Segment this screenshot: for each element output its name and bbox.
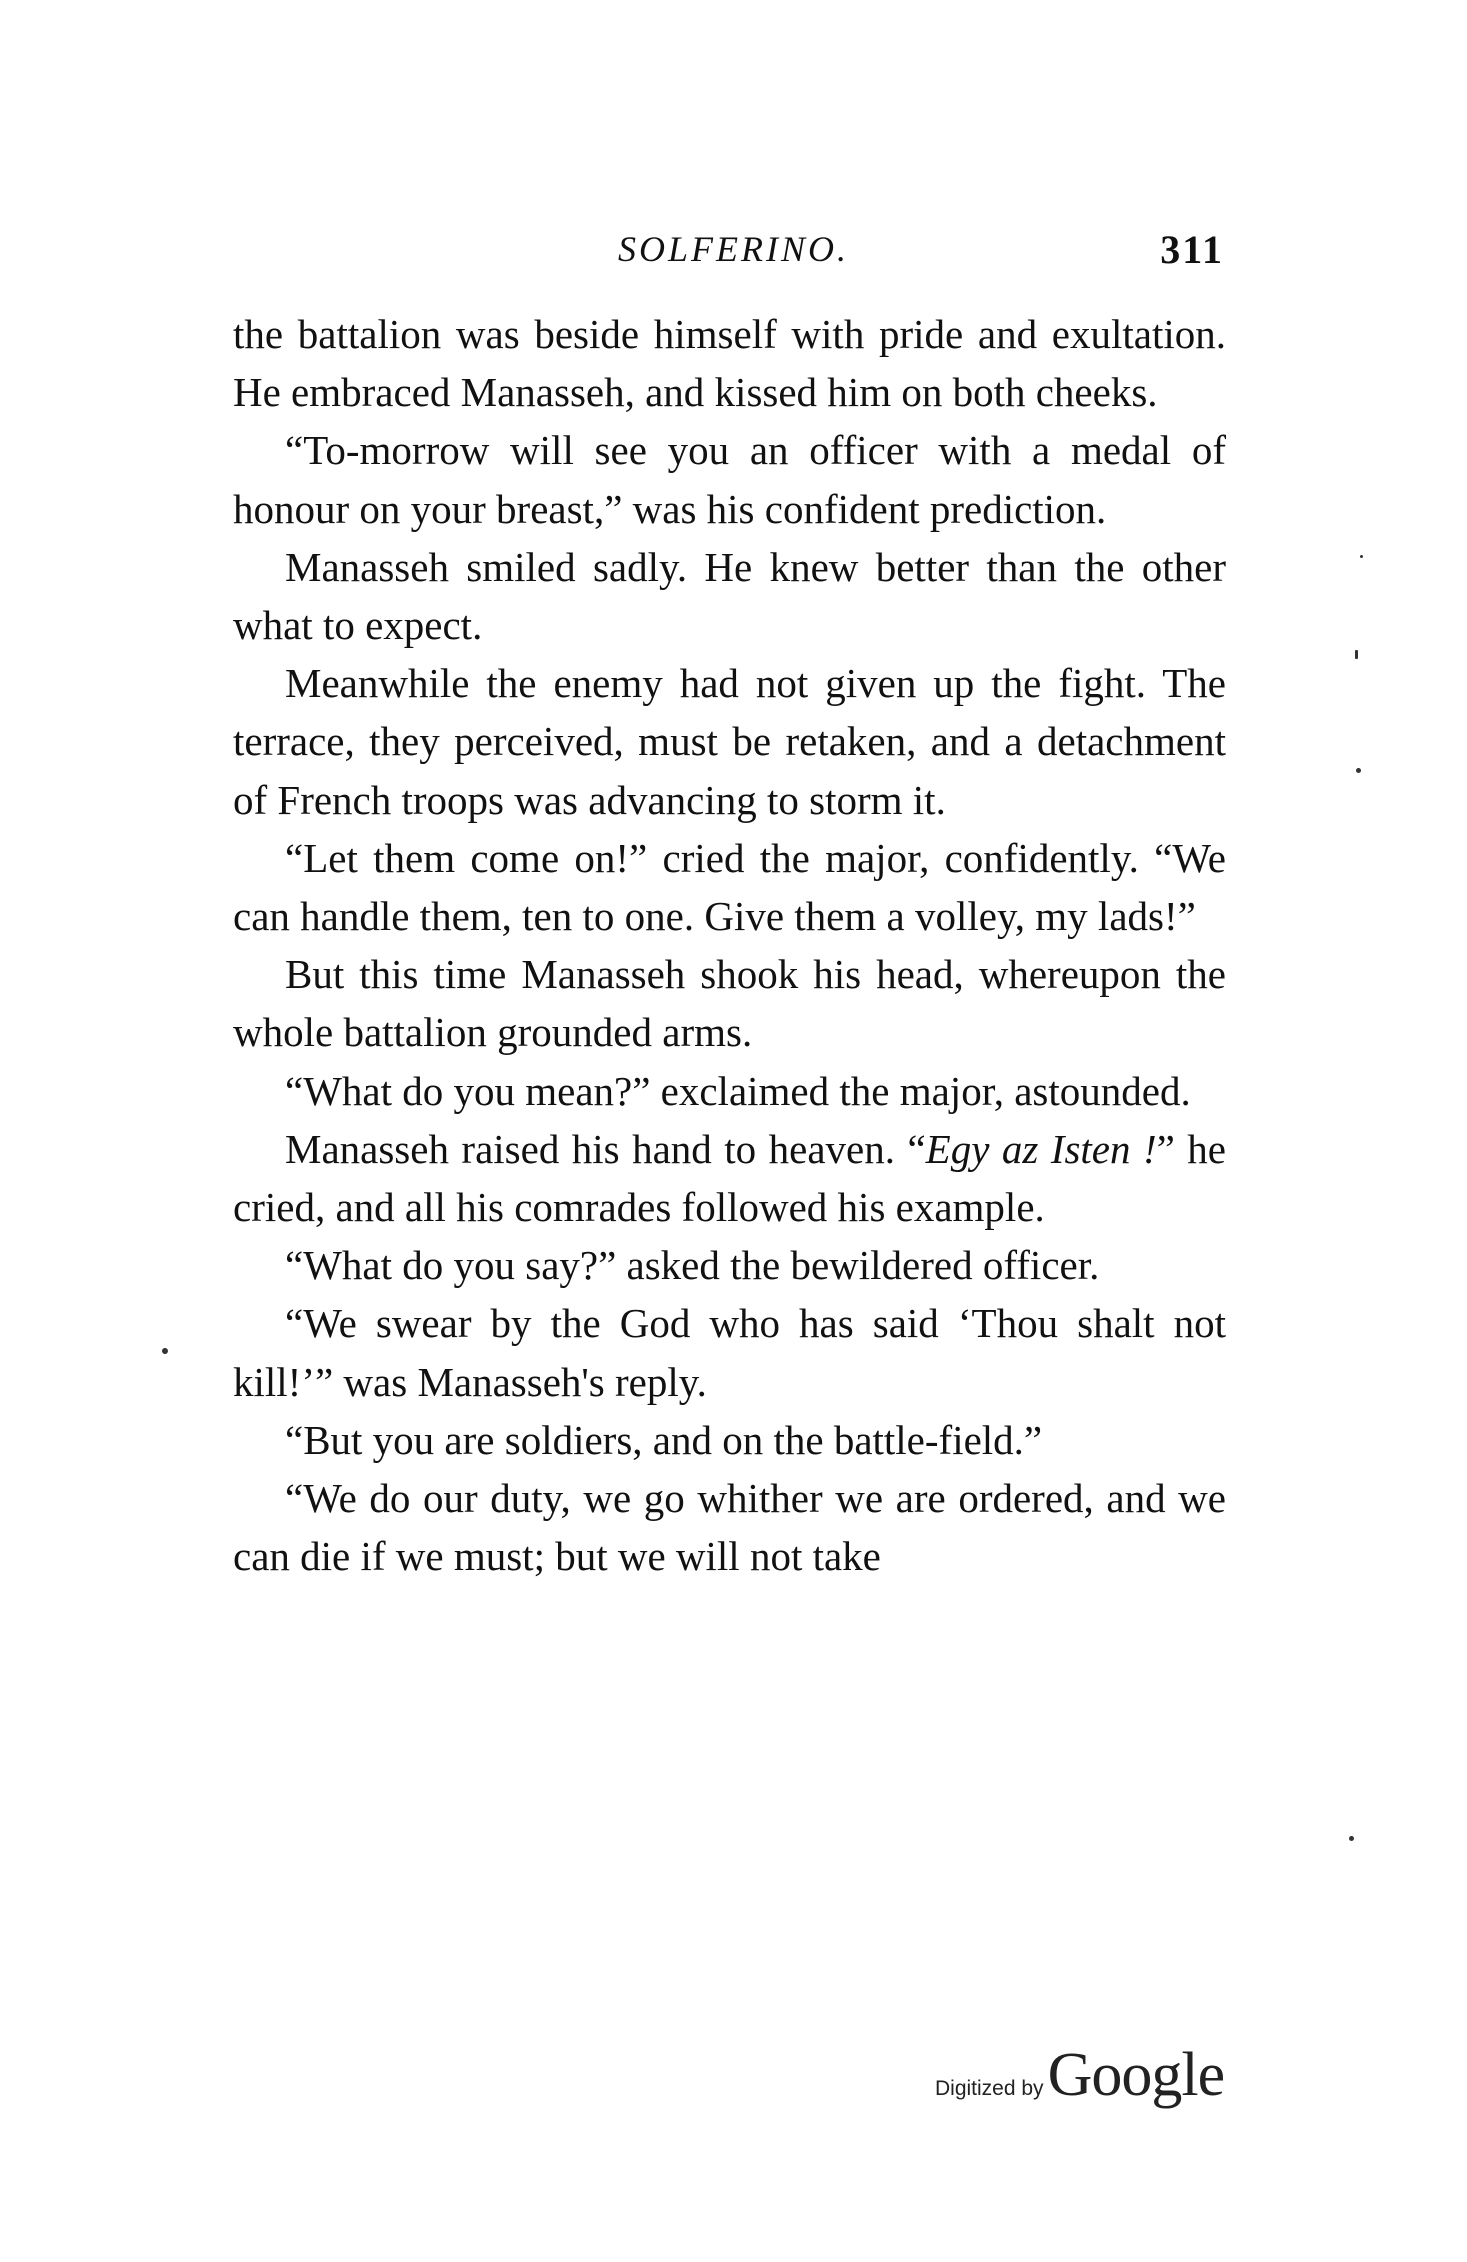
scan-speck [1355, 650, 1358, 659]
italic-phrase: Egy az Isten ! [925, 1125, 1157, 1172]
scan-speck [161, 1347, 169, 1355]
body-paragraph: Meanwhile the enemy had not given up the fight. The terrace, they perceived, must be retaken, and a detachment of French troops was advancing to storm it. [233, 660, 1226, 823]
body-paragraph: But this time Manasseh shook his head, whereupon the whole battalion grounded arms. [233, 951, 1226, 1056]
scan-speck [1356, 768, 1361, 773]
digitized-by-label: Digitized by [935, 2077, 1044, 2100]
running-title: SOLFERINO. [618, 229, 849, 269]
body-paragraph: “We do our duty, we go whither we are ordered, and we can die if we must; but we will not take [233, 1475, 1226, 1580]
body-paragraph: Manasseh smiled sadly. He knew better than the other what to expect. [233, 543, 1226, 649]
scan-speck [1349, 1836, 1354, 1841]
scan-speck [1360, 555, 1363, 558]
page-header [0, 218, 1467, 278]
body-paragraph [233, 1120, 1226, 1236]
body-paragraph: “But you are soldiers, and on the battle-field.” [285, 1416, 1043, 1463]
text-segment: ” he cried, and all his comrades followed his example. [233, 1125, 1226, 1231]
page-number: 311 [1160, 227, 1224, 272]
body-text [233, 305, 1226, 1585]
body-paragraph: “What do you mean?” exclaimed the major, astounded. [285, 1067, 1191, 1114]
digitized-by-stamp [935, 2040, 1275, 2120]
body-paragraph: “We swear by the God who has said ‘Thou shalt not kill!’” was Manasseh's reply. [233, 1300, 1226, 1405]
google-logo: Google [1047, 2041, 1225, 2109]
body-paragraph: “Let them come on!” cried the major, confidently. “We can handle them, ten to one. Give them a volley, my lads!” [233, 834, 1226, 940]
body-paragraph: the battalion was beside himself with pride and exultation. He embraced Manasseh, and kissed him on both cheeks. [233, 311, 1226, 416]
body-paragraph: “To-morrow will see you an officer with a medal of honour on your breast,” was his confident prediction. [233, 427, 1226, 532]
body-paragraph: “What do you say?” asked the bewildered officer. [285, 1242, 1100, 1289]
text-segment: Manasseh raised his hand to heaven. “ [285, 1125, 926, 1172]
